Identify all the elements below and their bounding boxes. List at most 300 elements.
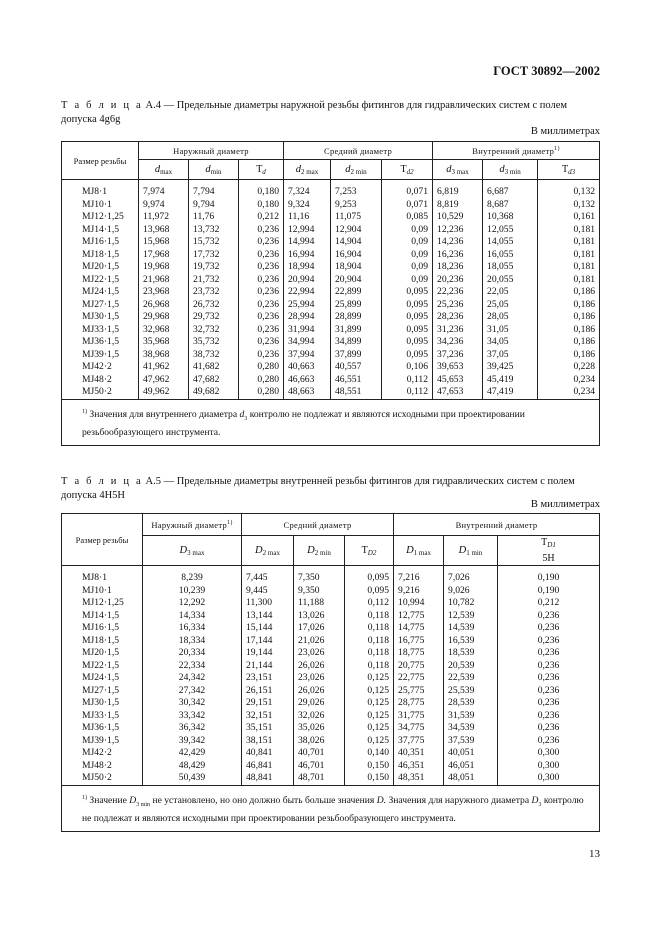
table-row bbox=[62, 224, 600, 237]
cell-value: 31,236 bbox=[433, 324, 483, 337]
cell-value: 22,236 bbox=[433, 286, 483, 299]
cell-size: MJ20·1,5 bbox=[62, 647, 143, 660]
cell-value: 0,236 bbox=[498, 672, 600, 685]
cell-value: 0,095 bbox=[382, 299, 433, 312]
cell-value: 9,216 bbox=[394, 585, 444, 598]
cell-value: 31,775 bbox=[394, 710, 444, 723]
cell-value: 25,899 bbox=[331, 299, 382, 312]
cell-value: 12,904 bbox=[331, 224, 382, 237]
cell-value: 12,994 bbox=[284, 224, 331, 237]
cell-value: 47,962 bbox=[139, 374, 189, 387]
table-row bbox=[62, 672, 600, 685]
cell-value: 10,782 bbox=[444, 597, 498, 610]
table-row bbox=[62, 747, 600, 760]
sub-D1-max: D1 max bbox=[394, 536, 444, 566]
cell-value: 0,236 bbox=[239, 349, 284, 362]
table-a4 bbox=[61, 141, 600, 446]
cell-value: 0,118 bbox=[345, 610, 394, 623]
cell-value: 47,682 bbox=[189, 374, 239, 387]
cell-value: 22,994 bbox=[284, 286, 331, 299]
cell-value: 34,236 bbox=[433, 336, 483, 349]
cell-value: 0,181 bbox=[538, 261, 600, 274]
cell-value: 0,236 bbox=[498, 735, 600, 748]
cell-value: 28,899 bbox=[331, 311, 382, 324]
cell-value: 29,968 bbox=[139, 311, 189, 324]
cell-value: 8,687 bbox=[483, 199, 538, 212]
cell-value: 0,236 bbox=[239, 286, 284, 299]
table-a4-footnote: $^{1)}$ Значения для внутреннего диаметра $d_3$ контролю не подлежат и являются исходными при проектировании резьбообразующего инструмента. bbox=[62, 399, 600, 445]
cell-value: 48,051 bbox=[444, 772, 498, 785]
cell-value: 32,732 bbox=[189, 324, 239, 337]
group-outer-header: Наружный диаметр$^{1)}$ bbox=[143, 514, 242, 536]
cell-size: MJ10·1 bbox=[62, 585, 143, 598]
cell-value: 16,334 bbox=[143, 622, 242, 635]
table-row bbox=[62, 697, 600, 710]
cell-value: 22,775 bbox=[394, 672, 444, 685]
cell-value: 9,974 bbox=[139, 199, 189, 212]
cell-value: 28,05 bbox=[483, 311, 538, 324]
cell-value: 12,236 bbox=[433, 224, 483, 237]
table-row bbox=[62, 361, 600, 374]
cell-value: 36,342 bbox=[143, 722, 242, 735]
cell-value: 0,300 bbox=[498, 760, 600, 773]
cell-value: 38,968 bbox=[139, 349, 189, 362]
cell-value: 0,190 bbox=[498, 585, 600, 598]
cell-size: MJ30·1,5 bbox=[62, 311, 139, 324]
table-a4-units: В миллиметрах bbox=[530, 126, 600, 137]
cell-value: 0,186 bbox=[538, 311, 600, 324]
cell-size: MJ42·2 bbox=[62, 361, 139, 374]
cell-value: 7,026 bbox=[444, 572, 498, 585]
cell-size: MJ24·1,5 bbox=[62, 672, 143, 685]
cell-value: 0,236 bbox=[239, 336, 284, 349]
cell-value: 34,899 bbox=[331, 336, 382, 349]
cell-value: 0,236 bbox=[498, 610, 600, 623]
cell-size: MJ27·1,5 bbox=[62, 299, 139, 312]
cell-value: 41,682 bbox=[189, 361, 239, 374]
cell-size: MJ18·1,5 bbox=[62, 635, 143, 648]
sub-TD2: TD2 bbox=[345, 536, 394, 566]
cell-value: 0,212 bbox=[498, 597, 600, 610]
cell-size: MJ12·1,25 bbox=[62, 211, 139, 224]
cell-value: 22,05 bbox=[483, 286, 538, 299]
cell-value: 0,236 bbox=[239, 299, 284, 312]
col-size-header: Размер резьбы bbox=[62, 514, 143, 566]
cell-value: 37,899 bbox=[331, 349, 382, 362]
caption-text: А.5 — Предельные диаметры внутренней резьбы фитингов для гидравлических систем с полем допуска 4H5H bbox=[61, 476, 575, 501]
cell-value: 22,334 bbox=[143, 660, 242, 673]
cell-size: MJ22·1,5 bbox=[62, 660, 143, 673]
cell-value: 0,095 bbox=[345, 585, 394, 598]
cell-value: 33,342 bbox=[143, 710, 242, 723]
cell-value: 15,732 bbox=[189, 236, 239, 249]
cell-value: 0,132 bbox=[538, 186, 600, 199]
cell-value: 0,161 bbox=[538, 211, 600, 224]
cell-value: 0,186 bbox=[538, 349, 600, 362]
cell-value: 0,095 bbox=[382, 286, 433, 299]
cell-value: 0,181 bbox=[538, 249, 600, 262]
cell-value: 0,236 bbox=[498, 710, 600, 723]
table-row bbox=[62, 236, 600, 249]
table-row bbox=[62, 249, 600, 262]
cell-value: 19,144 bbox=[242, 647, 294, 660]
cell-value: 0,236 bbox=[239, 236, 284, 249]
cell-value: 22,899 bbox=[331, 286, 382, 299]
cell-value: 26,968 bbox=[139, 299, 189, 312]
cell-value: 12,539 bbox=[444, 610, 498, 623]
cell-value: 22,539 bbox=[444, 672, 498, 685]
caption-label: Т а б л и ц а bbox=[61, 476, 143, 487]
cell-value: 31,05 bbox=[483, 324, 538, 337]
table-row bbox=[62, 199, 600, 212]
cell-value: 0,125 bbox=[345, 697, 394, 710]
cell-value: 47,653 bbox=[433, 386, 483, 399]
cell-value: 18,994 bbox=[284, 261, 331, 274]
cell-value: 0,180 bbox=[239, 186, 284, 199]
cell-value: 7,253 bbox=[331, 186, 382, 199]
cell-value: 7,974 bbox=[139, 186, 189, 199]
cell-value: 0,236 bbox=[239, 324, 284, 337]
table-row bbox=[62, 186, 600, 199]
cell-value: 31,994 bbox=[284, 324, 331, 337]
cell-value: 11,075 bbox=[331, 211, 382, 224]
cell-value: 0,186 bbox=[538, 286, 600, 299]
cell-value: 29,732 bbox=[189, 311, 239, 324]
cell-value: 12,292 bbox=[143, 597, 242, 610]
cell-value: 34,539 bbox=[444, 722, 498, 735]
table-row bbox=[62, 572, 600, 585]
cell-size: MJ16·1,5 bbox=[62, 236, 139, 249]
cell-value: 12,775 bbox=[394, 610, 444, 623]
table-row bbox=[62, 386, 600, 399]
cell-value: 0,236 bbox=[239, 311, 284, 324]
cell-value: 11,16 bbox=[284, 211, 331, 224]
cell-size: MJ10·1 bbox=[62, 199, 139, 212]
cell-value: 0,186 bbox=[538, 324, 600, 337]
cell-value: 0,280 bbox=[239, 374, 284, 387]
group-outer-header: Наружный диаметр bbox=[139, 142, 284, 160]
cell-value: 41,962 bbox=[139, 361, 189, 374]
cell-size: MJ14·1,5 bbox=[62, 224, 139, 237]
cell-value: 21,026 bbox=[294, 635, 345, 648]
cell-value: 0,095 bbox=[382, 349, 433, 362]
cell-value: 20,055 bbox=[483, 274, 538, 287]
cell-value: 18,334 bbox=[143, 635, 242, 648]
cell-value: 21,968 bbox=[139, 274, 189, 287]
cell-size: MJ33·1,5 bbox=[62, 324, 139, 337]
cell-value: 14,994 bbox=[284, 236, 331, 249]
cell-size: MJ14·1,5 bbox=[62, 610, 143, 623]
cell-value: 18,055 bbox=[483, 261, 538, 274]
caption-text: А.4 — Предельные диаметры наружной резьбы фитингов для гидравлических систем с полем допуска 4g6g bbox=[61, 100, 568, 125]
cell-value: 40,557 bbox=[331, 361, 382, 374]
cell-value: 29,026 bbox=[294, 697, 345, 710]
cell-value: 50,439 bbox=[143, 772, 242, 785]
cell-value: 0,118 bbox=[345, 622, 394, 635]
cell-value: 0,09 bbox=[382, 274, 433, 287]
table-row bbox=[62, 299, 600, 312]
table-row bbox=[62, 374, 600, 387]
cell-value: 0,118 bbox=[345, 635, 394, 648]
cell-value: 23,026 bbox=[294, 672, 345, 685]
cell-value: 27,342 bbox=[143, 685, 242, 698]
group-mid-header: Средний диаметр bbox=[242, 514, 394, 536]
cell-value: 0,09 bbox=[382, 224, 433, 237]
cell-value: 31,539 bbox=[444, 710, 498, 723]
standard-header: ГОСТ 30892—2002 bbox=[493, 64, 600, 78]
table-row bbox=[62, 349, 600, 362]
cell-value: 26,732 bbox=[189, 299, 239, 312]
cell-value: 14,775 bbox=[394, 622, 444, 635]
cell-value: 0,280 bbox=[239, 386, 284, 399]
cell-value: 0,125 bbox=[345, 735, 394, 748]
cell-value: 17,732 bbox=[189, 249, 239, 262]
cell-value: 39,342 bbox=[143, 735, 242, 748]
sub-d2-max: d2 max bbox=[284, 160, 331, 180]
cell-value: 28,775 bbox=[394, 697, 444, 710]
cell-value: 46,701 bbox=[294, 760, 345, 773]
sub-d3-min: d3 min bbox=[483, 160, 538, 180]
cell-value: 40,841 bbox=[242, 747, 294, 760]
table-row bbox=[62, 274, 600, 287]
table-row bbox=[62, 622, 600, 635]
cell-size: MJ12·1,25 bbox=[62, 597, 143, 610]
cell-value: 13,026 bbox=[294, 610, 345, 623]
table-row bbox=[62, 324, 600, 337]
cell-value: 35,968 bbox=[139, 336, 189, 349]
cell-value: 32,151 bbox=[242, 710, 294, 723]
group-inner-header: Внутренний диаметр$^{1)}$ bbox=[433, 142, 600, 160]
table-row bbox=[62, 735, 600, 748]
table-row bbox=[62, 710, 600, 723]
table-row bbox=[62, 635, 600, 648]
cell-value: 23,732 bbox=[189, 286, 239, 299]
cell-value: 13,968 bbox=[139, 224, 189, 237]
cell-value: 40,663 bbox=[284, 361, 331, 374]
cell-value: 0,118 bbox=[345, 647, 394, 660]
sub-d-max: dmax bbox=[139, 160, 189, 180]
cell-value: 0,280 bbox=[239, 361, 284, 374]
cell-value: 49,962 bbox=[139, 386, 189, 399]
cell-value: 0,106 bbox=[382, 361, 433, 374]
cell-value: 42,429 bbox=[143, 747, 242, 760]
cell-value: 15,968 bbox=[139, 236, 189, 249]
cell-value: 34,775 bbox=[394, 722, 444, 735]
cell-value: 20,539 bbox=[444, 660, 498, 673]
cell-value: 16,055 bbox=[483, 249, 538, 262]
cell-value: 31,899 bbox=[331, 324, 382, 337]
cell-value: 30,342 bbox=[143, 697, 242, 710]
cell-value: 11,76 bbox=[189, 211, 239, 224]
cell-value: 0,236 bbox=[498, 647, 600, 660]
cell-value: 19,968 bbox=[139, 261, 189, 274]
table-row bbox=[62, 585, 600, 598]
cell-value: 6,819 bbox=[433, 186, 483, 199]
cell-size: MJ48·2 bbox=[62, 760, 143, 773]
cell-size: MJ22·1,5 bbox=[62, 274, 139, 287]
cell-value: 46,051 bbox=[444, 760, 498, 773]
cell-value: 45,653 bbox=[433, 374, 483, 387]
cell-value: 10,368 bbox=[483, 211, 538, 224]
cell-value: 38,151 bbox=[242, 735, 294, 748]
cell-value: 0,095 bbox=[382, 311, 433, 324]
cell-size: MJ36·1,5 bbox=[62, 336, 139, 349]
cell-value: 23,026 bbox=[294, 647, 345, 660]
cell-value: 14,904 bbox=[331, 236, 382, 249]
cell-size: MJ48·2 bbox=[62, 374, 139, 387]
cell-value: 35,151 bbox=[242, 722, 294, 735]
table-row bbox=[62, 660, 600, 673]
cell-value: 39,425 bbox=[483, 361, 538, 374]
cell-value: 13,732 bbox=[189, 224, 239, 237]
table-row bbox=[62, 261, 600, 274]
cell-value: 0,112 bbox=[382, 374, 433, 387]
cell-value: 32,968 bbox=[139, 324, 189, 337]
sub-D2-max: D2 max bbox=[242, 536, 294, 566]
cell-size: MJ8·1 bbox=[62, 572, 143, 585]
cell-value: 9,026 bbox=[444, 585, 498, 598]
cell-value: 28,236 bbox=[433, 311, 483, 324]
cell-value: 0,180 bbox=[239, 199, 284, 212]
cell-value: 49,682 bbox=[189, 386, 239, 399]
cell-value: 17,026 bbox=[294, 622, 345, 635]
col-size-header: Размер резьбы bbox=[62, 142, 139, 180]
cell-value: 0,186 bbox=[538, 336, 600, 349]
cell-value: 0,112 bbox=[382, 386, 433, 399]
cell-value: 14,236 bbox=[433, 236, 483, 249]
table-a5-caption bbox=[61, 475, 599, 503]
cell-value: 40,051 bbox=[444, 747, 498, 760]
cell-value: 26,151 bbox=[242, 685, 294, 698]
caption-label: Т а б л и ц а bbox=[61, 100, 143, 111]
cell-size: MJ33·1,5 bbox=[62, 710, 143, 723]
table-a4-caption bbox=[61, 99, 599, 127]
cell-value: 0,236 bbox=[498, 685, 600, 698]
cell-value: 35,026 bbox=[294, 722, 345, 735]
cell-value: 17,144 bbox=[242, 635, 294, 648]
cell-value: 9,794 bbox=[189, 199, 239, 212]
sub-td: Td bbox=[239, 160, 284, 180]
table-a5 bbox=[61, 513, 600, 832]
cell-value: 7,445 bbox=[242, 572, 294, 585]
cell-value: 48,701 bbox=[294, 772, 345, 785]
cell-value: 0,09 bbox=[382, 249, 433, 262]
sub-TD1: TD1 5H bbox=[498, 536, 600, 566]
cell-value: 0,150 bbox=[345, 772, 394, 785]
cell-value: 19,732 bbox=[189, 261, 239, 274]
cell-size: MJ50·2 bbox=[62, 772, 143, 785]
cell-value: 14,055 bbox=[483, 236, 538, 249]
cell-value: 20,236 bbox=[433, 274, 483, 287]
table-a5-footnote: $^{1)}$ Значение $D_{3 min}$ не установлено, но оно должно быть больше значения D. Значения для наружного диаметра $D_3$ контролю не подлежат и являются исходными при проектировании резьбообразующего инструмента. bbox=[62, 785, 600, 831]
table-row bbox=[62, 760, 600, 773]
cell-size: MJ27·1,5 bbox=[62, 685, 143, 698]
cell-value: 0,125 bbox=[345, 685, 394, 698]
cell-value: 20,994 bbox=[284, 274, 331, 287]
cell-value: 0,236 bbox=[498, 635, 600, 648]
table-row bbox=[62, 311, 600, 324]
sub-D2-min: D2 min bbox=[294, 536, 345, 566]
sub-d2-min: d2 min bbox=[331, 160, 382, 180]
table-row bbox=[62, 610, 600, 623]
cell-value: 46,841 bbox=[242, 760, 294, 773]
cell-value: 35,732 bbox=[189, 336, 239, 349]
cell-value: 16,994 bbox=[284, 249, 331, 262]
cell-value: 12,055 bbox=[483, 224, 538, 237]
cell-value: 34,05 bbox=[483, 336, 538, 349]
cell-size: MJ42·2 bbox=[62, 747, 143, 760]
cell-value: 0,132 bbox=[538, 199, 600, 212]
cell-value: 32,026 bbox=[294, 710, 345, 723]
cell-value: 0,234 bbox=[538, 386, 600, 399]
cell-value: 11,972 bbox=[139, 211, 189, 224]
cell-size: MJ24·1,5 bbox=[62, 286, 139, 299]
cell-value: 37,539 bbox=[444, 735, 498, 748]
cell-value: 16,539 bbox=[444, 635, 498, 648]
cell-value: 34,994 bbox=[284, 336, 331, 349]
cell-value: 21,732 bbox=[189, 274, 239, 287]
cell-value: 0,071 bbox=[382, 199, 433, 212]
cell-value: 38,732 bbox=[189, 349, 239, 362]
table-row bbox=[62, 722, 600, 735]
cell-value: 0,186 bbox=[538, 299, 600, 312]
sub-D3-max: D3 max bbox=[143, 536, 242, 566]
cell-value: 0,095 bbox=[382, 336, 433, 349]
cell-size: MJ36·1,5 bbox=[62, 722, 143, 735]
table-row bbox=[62, 597, 600, 610]
cell-value: 20,904 bbox=[331, 274, 382, 287]
cell-value: 0,095 bbox=[382, 324, 433, 337]
cell-value: 0,125 bbox=[345, 672, 394, 685]
cell-value: 7,350 bbox=[294, 572, 345, 585]
cell-value: 11,300 bbox=[242, 597, 294, 610]
cell-value: 9,324 bbox=[284, 199, 331, 212]
cell-size: MJ20·1,5 bbox=[62, 261, 139, 274]
cell-value: 0,236 bbox=[498, 622, 600, 635]
cell-value: 7,324 bbox=[284, 186, 331, 199]
cell-value: 37,775 bbox=[394, 735, 444, 748]
cell-value: 37,05 bbox=[483, 349, 538, 362]
cell-value: 16,236 bbox=[433, 249, 483, 262]
cell-value: 0,181 bbox=[538, 274, 600, 287]
cell-value: 18,539 bbox=[444, 647, 498, 660]
cell-value: 25,05 bbox=[483, 299, 538, 312]
cell-value: 10,239 bbox=[143, 585, 242, 598]
table-row bbox=[62, 772, 600, 785]
sub-td3: Td3 bbox=[538, 160, 600, 180]
cell-value: 45,419 bbox=[483, 374, 538, 387]
cell-value: 48,551 bbox=[331, 386, 382, 399]
cell-size: MJ8·1 bbox=[62, 186, 139, 199]
cell-value: 0,236 bbox=[498, 697, 600, 710]
cell-value: 13,144 bbox=[242, 610, 294, 623]
cell-value: 0,09 bbox=[382, 261, 433, 274]
cell-value: 0,236 bbox=[498, 660, 600, 673]
cell-value: 48,663 bbox=[284, 386, 331, 399]
cell-value: 0,125 bbox=[345, 722, 394, 735]
cell-value: 7,216 bbox=[394, 572, 444, 585]
cell-value: 14,334 bbox=[143, 610, 242, 623]
cell-value: 48,841 bbox=[242, 772, 294, 785]
cell-value: 11,188 bbox=[294, 597, 345, 610]
cell-value: 7,794 bbox=[189, 186, 239, 199]
cell-value: 40,351 bbox=[394, 747, 444, 760]
cell-value: 0,09 bbox=[382, 236, 433, 249]
cell-value: 0,300 bbox=[498, 772, 600, 785]
cell-value: 18,904 bbox=[331, 261, 382, 274]
cell-value: 47,419 bbox=[483, 386, 538, 399]
cell-value: 28,994 bbox=[284, 311, 331, 324]
